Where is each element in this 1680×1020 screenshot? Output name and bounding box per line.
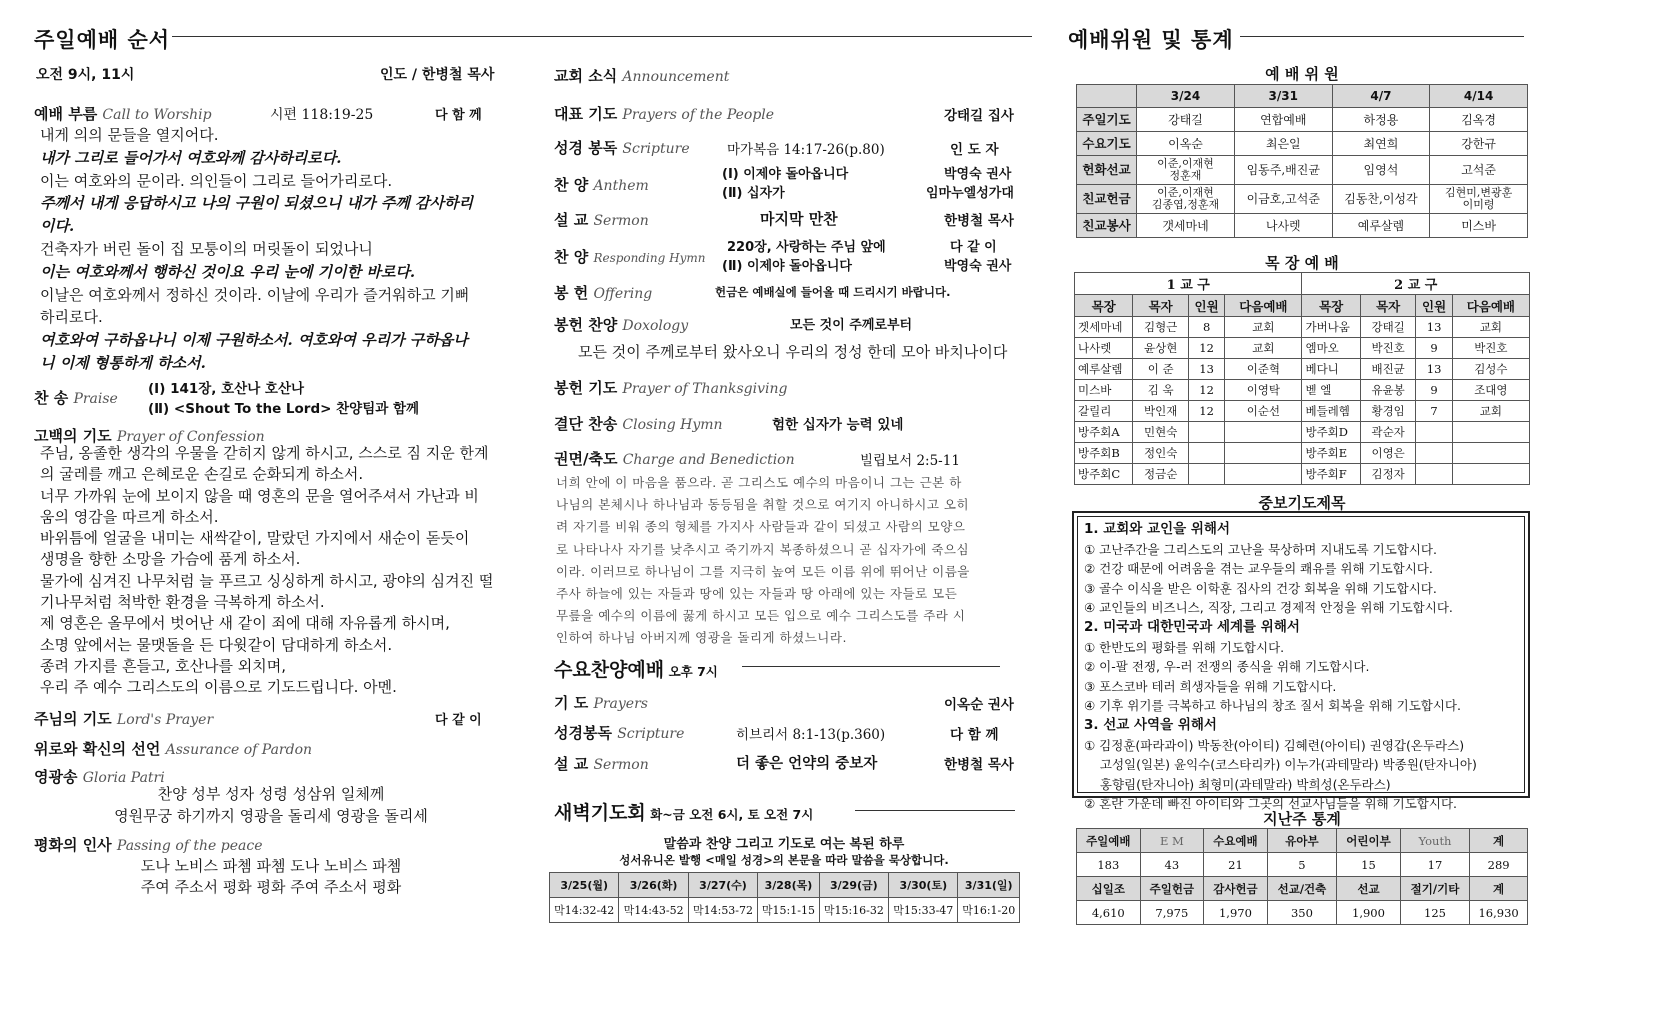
dawn-line-1: 말씀과 찬양 그리고 기도로 여는 복된 하루 [663, 837, 905, 852]
table-cell: 3/31(일) [958, 873, 1020, 898]
table-cell: 4,610 [1077, 901, 1141, 925]
table-cell: 3/26(화) [619, 873, 688, 898]
table-header-cell: 계 [1470, 829, 1528, 853]
benediction-line: 무릎을 예수의 이름에 꿇게 하시고 모든 입으로 예수 그리스도를 주라 시 [556, 608, 966, 624]
doxology-heading: 봉헌 찬양 Doxology [554, 316, 689, 334]
benediction-heading: 권면/축도 Charge and Benediction [554, 450, 795, 468]
table-header-cell: 계 [1470, 877, 1528, 901]
table-row [1077, 108, 1528, 132]
table-cell: 16,930 [1470, 901, 1528, 925]
table-cell: 김옥경 [1430, 108, 1528, 132]
table-header-cell: 주일예배 [1077, 829, 1141, 853]
call-line: 주께서 내게 응답하시고 나의 구원이 되셨으니 내가 주께 감사하리 [40, 194, 474, 213]
call-line: 건축자가 버린 돌이 집 모퉁이의 머릿돌이 되었나니 [40, 239, 373, 258]
table-header-cell: 감사헌금 [1204, 877, 1268, 901]
table-header-cell: 인원 [1416, 295, 1452, 317]
intercession-line: ① 김정훈(파라과이) 박동찬(아이티) 김혜련(아이티) 권영갑(온두라스) [1084, 737, 1465, 753]
confession-line: 물가에 심겨진 나무처럼 늘 푸르고 싱싱하게 하시고, 광야의 심겨진 떨 [40, 571, 494, 590]
confession-line: 주님, 옹졸한 생각의 우물을 갇히지 않게 하시고, 스스로 짐 지운 한계 [40, 444, 489, 462]
table-row [1075, 464, 1530, 485]
intercession-line: ③ 골수 이식을 받은 이학훈 집사의 건강 회복을 위해 기도합시다. [1084, 580, 1437, 596]
intercession-heading: 중보기도제목 [1258, 494, 1346, 512]
table-row [1077, 214, 1528, 238]
intercession-line: 홍향림(탄자니아) 최형미(과테말라) 박희성(온두라스) [1084, 776, 1391, 792]
table-cell: 방주회D [1302, 422, 1360, 443]
people-prayer-who: 강태길 집사 [944, 108, 1014, 124]
table-row [1075, 443, 1530, 464]
benediction-line: 인하여 하나님 아버지께 영광을 돌리게 하셨느니라. [556, 630, 847, 646]
gloria-line-1: 찬양 성부 성자 성령 성삼위 일체께 [157, 785, 385, 803]
call-line: 여호와여 구하옵나니 이제 구원하소서. 여호와여 우리가 구하옵나 [40, 331, 468, 350]
table-cell: 이옥순 [1137, 132, 1235, 156]
service-leader: 인도 / 한병철 목사 [380, 67, 495, 83]
intercession-line: ① 한반도의 평화를 위해 기도합시다. [1084, 639, 1285, 655]
table-cell: 이준혁 [1225, 359, 1302, 380]
table-cell: 3/29(금) [819, 873, 888, 898]
peace-heading: 평화의 인사 Passing of the peace [34, 836, 263, 854]
table-cell: 이영탁 [1225, 380, 1302, 401]
table-row [1075, 295, 1530, 317]
right-title-rule [1240, 36, 1524, 37]
table-cell: 방주회E [1302, 443, 1360, 464]
table-cell: 15 [1337, 853, 1401, 877]
dawn-reading-table [549, 872, 1020, 923]
table-row [550, 873, 1020, 898]
table-cell: 나사렛 [1075, 338, 1133, 359]
table-cell: 임동주,배진균 [1234, 156, 1332, 185]
call-line: 이다. [40, 217, 75, 236]
parish-1-header: 1 교 구 [1075, 273, 1302, 295]
table-row [1077, 877, 1528, 901]
table-header-cell: E M [1140, 829, 1204, 853]
table-cell: 최은일 [1234, 132, 1332, 156]
table-cell: 방주회B [1075, 443, 1133, 464]
benediction-line: 려 자기를 비워 종의 형체를 가지사 사람들과 같이 되셨고 사람의 모양으 [556, 519, 966, 535]
table-cell: 1,970 [1204, 901, 1268, 925]
table-header-cell: 주일헌금 [1140, 877, 1204, 901]
table-cell [1225, 422, 1302, 443]
table-cell: 막16:1-20 [958, 898, 1020, 923]
confession-line: 너무 가까워 눈에 보이지 않을 때 영혼의 문을 열어주셔서 가난과 비 [40, 486, 479, 505]
lords-prayer-heading: 주님의 기도 Lord's Prayer [34, 710, 214, 728]
table-row [1077, 156, 1528, 185]
intercession-line: ② 혼란 가운데 빠진 아이티와 그곳의 선교사님들을 위해 기도합시다. [1084, 796, 1457, 812]
table-cell: 방주회A [1075, 422, 1133, 443]
intercession-line: 고성일(일본) 윤익수(코스타리카) 이누가(과테말라) 박종원(탄자니아) [1084, 757, 1477, 773]
table-cell: 하정용 [1332, 108, 1430, 132]
table-header-cell: 목장 [1302, 295, 1360, 317]
confession-line: 움의 영감을 따르게 하소서. [40, 507, 219, 526]
confession-line: 기나무처럼 척박한 환경을 극복하게 하소서. [40, 593, 325, 612]
table-cell [1416, 464, 1452, 485]
table-cell: 3/25(월) [550, 873, 619, 898]
confession-prayer [40, 443, 493, 699]
table-cell: 3/30(토) [889, 873, 958, 898]
intercession-box [1072, 511, 1530, 812]
table-cell: 이금호,고석준 [1234, 185, 1332, 214]
table-cell: 1,900 [1337, 901, 1401, 925]
table-row [1075, 380, 1530, 401]
table-cell: 연합예배 [1234, 108, 1332, 132]
table-cell: 12 [1188, 401, 1224, 422]
table-header-cell: 유아부 [1267, 829, 1336, 853]
praise-line-1: (Ⅰ) 141장, 호산나 호산나 [148, 381, 305, 397]
intercession-line: ① 고난주간을 그리스도의 고난을 묵상하며 지내도록 기도합시다. [1084, 541, 1437, 557]
doxology-title: 모든 것이 주께로부터 [790, 318, 913, 333]
table-cell: 박인재 [1133, 401, 1189, 422]
table-row [1077, 185, 1528, 214]
table-cell: 베들레헴 [1302, 401, 1360, 422]
table-cell: 미스바 [1075, 380, 1133, 401]
intercession-line: 2. 미국과 대한민국과 세계를 위해서 [1084, 618, 1300, 635]
table-header-cell: 다음예배 [1225, 295, 1302, 317]
call-ref: 시편 118:19-25 [270, 107, 374, 123]
committee-heading: 예 배 위 원 [1265, 65, 1339, 83]
table-cell [1416, 422, 1452, 443]
table-cell: 교회 [1225, 338, 1302, 359]
confession-heading: 고백의 기도 Prayer of Confession [34, 427, 265, 445]
praise-heading: 찬 송 Praise [34, 389, 118, 407]
confession-line: 제 영혼은 올무에서 벗어난 새 같이 죄에 대해 자유롭게 하시며, [40, 614, 450, 633]
intercession-line: ② 건강 때문에 어려움을 겪는 교우들의 쾌유를 위해 기도합시다. [1084, 561, 1433, 577]
table-row [1077, 829, 1528, 853]
wed-scripture-who: 다 함 께 [950, 727, 999, 743]
table-cell: 곽순자 [1360, 422, 1416, 443]
wednesday-rule [742, 666, 1000, 667]
table-cell [1188, 443, 1224, 464]
table-row [1077, 853, 1528, 877]
title-rule [172, 36, 1032, 37]
table-cell: 가버나움 [1302, 317, 1360, 338]
worship-order-title: 주일예배 순서 [34, 28, 171, 52]
anthem-who-1: 박영숙 권사 [944, 167, 1012, 182]
table-cell: 7,975 [1140, 901, 1204, 925]
table-cell [1452, 443, 1529, 464]
announcement-heading: 교회 소식 Announcement [554, 67, 730, 85]
responding-who-1: 다 같 이 [950, 240, 997, 255]
table-cell: 강태길 [1360, 317, 1416, 338]
wed-sermon-who: 한병철 목사 [944, 757, 1014, 773]
table-cell: 43 [1140, 853, 1204, 877]
scripture-ref: 마가복음 14:17-26(p.80) [727, 142, 885, 158]
praise-line-2: (Ⅱ) <Shout To the Lord> 찬양팀과 함께 [148, 401, 420, 417]
table-cell: 막15:33-47 [889, 898, 958, 923]
table-cell: 예루살렘 [1075, 359, 1133, 380]
table-cell: 미스바 [1430, 214, 1528, 238]
table-cell: 임영석 [1332, 156, 1430, 185]
table-cell: 교회 [1225, 317, 1302, 338]
sermon-who: 한병철 목사 [944, 213, 1014, 229]
table-cell: 교회 [1452, 317, 1529, 338]
table-cell: 12 [1188, 380, 1224, 401]
table-header-cell: 목장 [1075, 295, 1133, 317]
stats-table [1076, 828, 1528, 925]
committee-stats-title: 예배위원 및 통계 [1068, 28, 1234, 52]
intercession-line: 1. 교회와 교인을 위해서 [1084, 521, 1230, 537]
benediction-line: 이라. 이러므로 하나님이 그를 지극히 높여 모든 이름 위에 뛰어난 이름을 [556, 563, 970, 579]
table-header-cell: 4/7 [1332, 85, 1430, 108]
table-cell: 289 [1470, 853, 1528, 877]
table-row [1077, 901, 1528, 925]
wed-sermon-title: 더 좋은 언약의 중보자 [736, 756, 878, 772]
table-header-cell: 어린이부 [1337, 829, 1401, 853]
table-cell: 125 [1400, 901, 1469, 925]
intercession-line: ④ 기후 위기를 극복하고 하나님의 창조 질서 회복을 위해 기도합시다. [1084, 698, 1461, 714]
call-line: 이날은 여호와께서 정하신 것이라. 이날에 우리가 즐거워하고 기뻐 [40, 285, 470, 304]
table-cell: 이준,이재현 김종엽,정훈재 [1137, 185, 1235, 214]
people-prayer-heading: 대표 기도 Prayers of the People [554, 105, 775, 123]
table-cell [1225, 464, 1302, 485]
committee-table [1076, 84, 1528, 238]
confession-line: 종려 가지를 흔들고, 호산나를 외치며, [40, 656, 286, 675]
table-header-cell: 인원 [1188, 295, 1224, 317]
call-line: 내게 의의 문들을 열지어다. [40, 126, 219, 144]
responding-hymn-heading: 찬 양 Responding Hymn [554, 248, 706, 266]
table-cell: 유윤봉 [1360, 380, 1416, 401]
table-cell: 막14:43-52 [619, 898, 688, 923]
peace-line-2: 주여 주소서 평화 평화 주여 주소서 평화 [140, 878, 402, 896]
table-cell: 주일기도 [1077, 108, 1137, 132]
table-header-cell: 3/24 [1137, 85, 1235, 108]
wednesday-service-title: 수요찬양예배 오후 7시 [554, 659, 718, 681]
table-cell: 막14:32-42 [550, 898, 619, 923]
intercession-list [1084, 520, 1477, 814]
table-cell: 183 [1077, 853, 1141, 877]
call-line: 이는 여호와께서 행하신 것이요 우리 눈에 기이한 바로다. [40, 262, 416, 281]
table-cell: 고석준 [1430, 156, 1528, 185]
table-cell [1188, 422, 1224, 443]
scripture-who: 인 도 자 [950, 142, 999, 158]
table-cell: 21 [1204, 853, 1268, 877]
table-cell: 방주회F [1302, 464, 1360, 485]
intercession-line: 3. 선교 사역을 위해서 [1084, 716, 1217, 733]
table-row [1075, 401, 1530, 422]
table-cell [1225, 443, 1302, 464]
anthem-line-1: (Ⅰ) 이제야 돌아옵니다 [722, 167, 849, 182]
table-cell [1188, 464, 1224, 485]
table-cell [1452, 464, 1529, 485]
responding-line-2: (Ⅱ) 이제야 돌아옵니다 [722, 259, 852, 274]
table-cell: 정인숙 [1133, 443, 1189, 464]
table-cell: 정금순 [1133, 464, 1189, 485]
wed-scripture-ref: 히브리서 8:1-13(p.360) [736, 727, 886, 743]
table-cell: 12 [1188, 338, 1224, 359]
benediction-line: 너희 안에 이 마음을 품으라. 곧 그리스도 예수의 마음이니 그는 근본 하 [556, 475, 962, 490]
call-to-worship-heading: 예배 부름 Call to Worship [34, 105, 212, 123]
call-line: 내가 그리로 들어가서 여호와께 감사하리로다. [40, 148, 342, 167]
confession-line: 우리 주 예수 그리스도의 이름으로 기도드립니다. 아멘. [40, 678, 397, 697]
table-cell: 황경임 [1360, 401, 1416, 422]
benediction-line: 나님의 본체시나 하나님과 동등됨을 취할 것으로 여기지 아니하시고 오히 [556, 497, 970, 513]
table-cell: 이영은 [1360, 443, 1416, 464]
table-cell: 박진호 [1360, 338, 1416, 359]
table-cell: 3/27(수) [688, 873, 757, 898]
peace-line-1: 도나 노비스 파쳄 파쳄 도나 노비스 파쳄 [140, 857, 402, 875]
closing-hymn-title: 험한 십자가 능력 있네 [772, 417, 904, 433]
table-header-cell: 4/14 [1430, 85, 1528, 108]
benediction-line: 로 나타나사 자기를 낮추시고 죽기까지 복종하셨으니 곧 십자가에 죽으심 [556, 541, 970, 557]
table-cell: 방주회C [1075, 464, 1133, 485]
table-cell: 갈릴리 [1075, 401, 1133, 422]
table-cell: 헌화선교 [1077, 156, 1137, 185]
anthem-line-2: (Ⅱ) 십자가 [722, 186, 785, 201]
table-cell [1452, 422, 1529, 443]
offering-note: 헌금은 예배실에 들어올 때 드리시기 바랍니다. [715, 285, 951, 299]
table-cell: 13 [1416, 317, 1452, 338]
benediction-line: 주사 하늘에 있는 자들과 땅에 있는 자들과 땅 아래에 있는 자들로 모든 [556, 586, 958, 602]
table-cell: 교회 [1452, 401, 1529, 422]
responding-line-1: 220장, 사랑하는 주님 앞에 [727, 240, 886, 255]
parish-2-header: 2 교 구 [1302, 273, 1530, 295]
benediction-ref: 빌립보서 2:5-11 [860, 453, 960, 469]
thanksgiving-heading: 봉헌 기도 Prayer of Thanksgiving [554, 379, 788, 397]
table-row [1075, 273, 1530, 295]
call-line: 이는 여호와의 문이라. 의인들이 그리로 들어가리로다. [40, 171, 393, 190]
call-responsive-reading [40, 124, 473, 375]
table-cell: 김 욱 [1133, 380, 1189, 401]
table-header-cell: 목자 [1360, 295, 1416, 317]
table-cell: 친교헌금 [1077, 185, 1137, 214]
dawn-rule [855, 810, 1015, 811]
confession-line: 의 굴레를 깨고 은혜로운 손길로 순화되게 하소서. [40, 465, 364, 484]
table-cell [1416, 443, 1452, 464]
table-cell: 8 [1188, 317, 1224, 338]
sermon-heading: 설 교 Sermon [554, 211, 649, 229]
table-header-cell: 십일조 [1077, 877, 1141, 901]
table-cell: 박진호 [1452, 338, 1529, 359]
table-cell: 나사렛 [1234, 214, 1332, 238]
confession-line: 바위틈에 얼굴을 내미는 새싹같이, 말랐던 가지에서 새순이 돋듯이 [40, 529, 470, 548]
table-header-cell: 선교/건축 [1267, 877, 1336, 901]
table-cell: 김형근 [1133, 317, 1189, 338]
table-row [550, 898, 1020, 923]
table-row [1077, 132, 1528, 156]
table-cell: 김현미,변광훈 이미령 [1430, 185, 1528, 214]
table-header-cell [1077, 85, 1137, 108]
table-header-cell: 목자 [1133, 295, 1189, 317]
table-cell: 7 [1416, 401, 1452, 422]
table-cell: 김성수 [1452, 359, 1529, 380]
benediction-text [556, 472, 970, 650]
intercession-line: ④ 교인들의 비즈니스, 직장, 그리고 경제적 안정을 위해 기도합시다. [1084, 600, 1453, 616]
table-cell: 베다니 [1302, 359, 1360, 380]
assurance-heading: 위로와 확신의 선언 Assurance of Pardon [34, 740, 313, 758]
table-cell: 막15:1-15 [758, 898, 819, 923]
dawn-line-2: 성서유니온 발행 <매일 성경>의 본문을 따라 말씀을 묵상합니다. [619, 853, 949, 867]
mokjang-table [1074, 272, 1530, 485]
table-cell: 17 [1400, 853, 1469, 877]
call-line: 니 이제 형통하게 하소서. [40, 353, 206, 372]
table-cell: 최연희 [1332, 132, 1430, 156]
service-time: 오전 9시, 11시 [36, 67, 135, 83]
table-cell: 겟세마네 [1075, 317, 1133, 338]
table-cell: 강태길 [1137, 108, 1235, 132]
gloria-line-2: 영원무궁 하기까지 영광을 돌리세 영광을 돌리세 [114, 807, 428, 825]
closing-hymn-heading: 결단 찬송 Closing Hymn [554, 415, 723, 433]
table-cell: 이준,이재현 정훈재 [1137, 156, 1235, 185]
table-row [1075, 359, 1530, 380]
table-cell: 5 [1267, 853, 1336, 877]
table-cell: 막15:16-32 [819, 898, 888, 923]
table-cell: 김동찬,이성각 [1332, 185, 1430, 214]
table-cell: 이 준 [1133, 359, 1189, 380]
table-cell: 3/28(목) [758, 873, 819, 898]
doxology-line: 모든 것이 주께로부터 왔사오니 우리의 정성 한데 모아 바치나이다 [578, 343, 1008, 361]
table-cell: 엠마오 [1302, 338, 1360, 359]
table-header-cell: 다음예배 [1452, 295, 1529, 317]
table-cell: 이순선 [1225, 401, 1302, 422]
table-cell: 친교봉사 [1077, 214, 1137, 238]
offering-heading: 봉 헌 Offering [554, 284, 653, 302]
call-who: 다 함 께 [435, 108, 482, 123]
sermon-title: 마지막 만찬 [760, 210, 838, 228]
table-header-cell: 선교 [1337, 877, 1401, 901]
mokjang-heading: 목 장 예 배 [1265, 254, 1339, 272]
table-row [1075, 338, 1530, 359]
table-cell: 350 [1267, 901, 1336, 925]
lords-prayer-who: 다 같 이 [435, 713, 482, 728]
responding-who-2: 박영숙 권사 [944, 259, 1012, 274]
table-cell: 김정자 [1360, 464, 1416, 485]
wed-sermon-heading: 설 교 Sermon [554, 755, 649, 773]
table-cell: 윤상현 [1133, 338, 1189, 359]
table-row [1077, 85, 1528, 108]
table-cell: 수요기도 [1077, 132, 1137, 156]
table-cell: 배진균 [1360, 359, 1416, 380]
wed-prayer-who: 이옥순 권사 [944, 697, 1014, 713]
intercession-line: ② 이-팔 전쟁, 우-러 전쟁의 종식을 위해 기도합시다. [1084, 659, 1370, 675]
call-line: 하리로다. [40, 308, 103, 327]
table-row [1075, 422, 1530, 443]
wed-scripture-heading: 성경봉독 Scripture [554, 724, 685, 742]
table-header-cell: Youth [1400, 829, 1469, 853]
table-cell: 9 [1416, 380, 1452, 401]
dawn-prayer-title: 새벽기도회 화~금 오전 6시, 토 오전 7시 [554, 802, 814, 824]
table-cell: 13 [1188, 359, 1224, 380]
table-header-cell: 수요예배 [1204, 829, 1268, 853]
table-cell: 예루살렘 [1332, 214, 1430, 238]
gloria-heading: 영광송 Gloria Patri [34, 768, 165, 786]
wed-prayer-heading: 기 도 Prayers [554, 694, 648, 712]
table-row [1075, 317, 1530, 338]
stats-heading: 지난주 통계 [1263, 810, 1341, 828]
table-cell: 민현숙 [1133, 422, 1189, 443]
table-cell: 벧 엘 [1302, 380, 1360, 401]
table-cell: 9 [1416, 338, 1452, 359]
table-cell: 조대영 [1452, 380, 1529, 401]
table-cell: 강한규 [1430, 132, 1528, 156]
anthem-who-2: 임마누엘성가대 [926, 186, 1014, 201]
confession-line: 소명 앞에서는 물맷돌을 든 다윗같이 담대하게 하소서. [40, 635, 393, 654]
table-cell: 갯세마네 [1137, 214, 1235, 238]
table-header-cell: 3/31 [1234, 85, 1332, 108]
intercession-line: ③ 포스코바 테러 희생자들을 위해 기도합시다. [1084, 678, 1337, 694]
table-cell: 13 [1416, 359, 1452, 380]
table-header-cell: 절기/기타 [1400, 877, 1469, 901]
scripture-heading: 성경 봉독 Scripture [554, 139, 690, 157]
confession-line: 생명을 향한 소망을 가슴에 품게 하소서. [40, 550, 301, 569]
table-cell: 막14:53-72 [688, 898, 757, 923]
anthem-heading: 찬 양 Anthem [554, 176, 649, 194]
